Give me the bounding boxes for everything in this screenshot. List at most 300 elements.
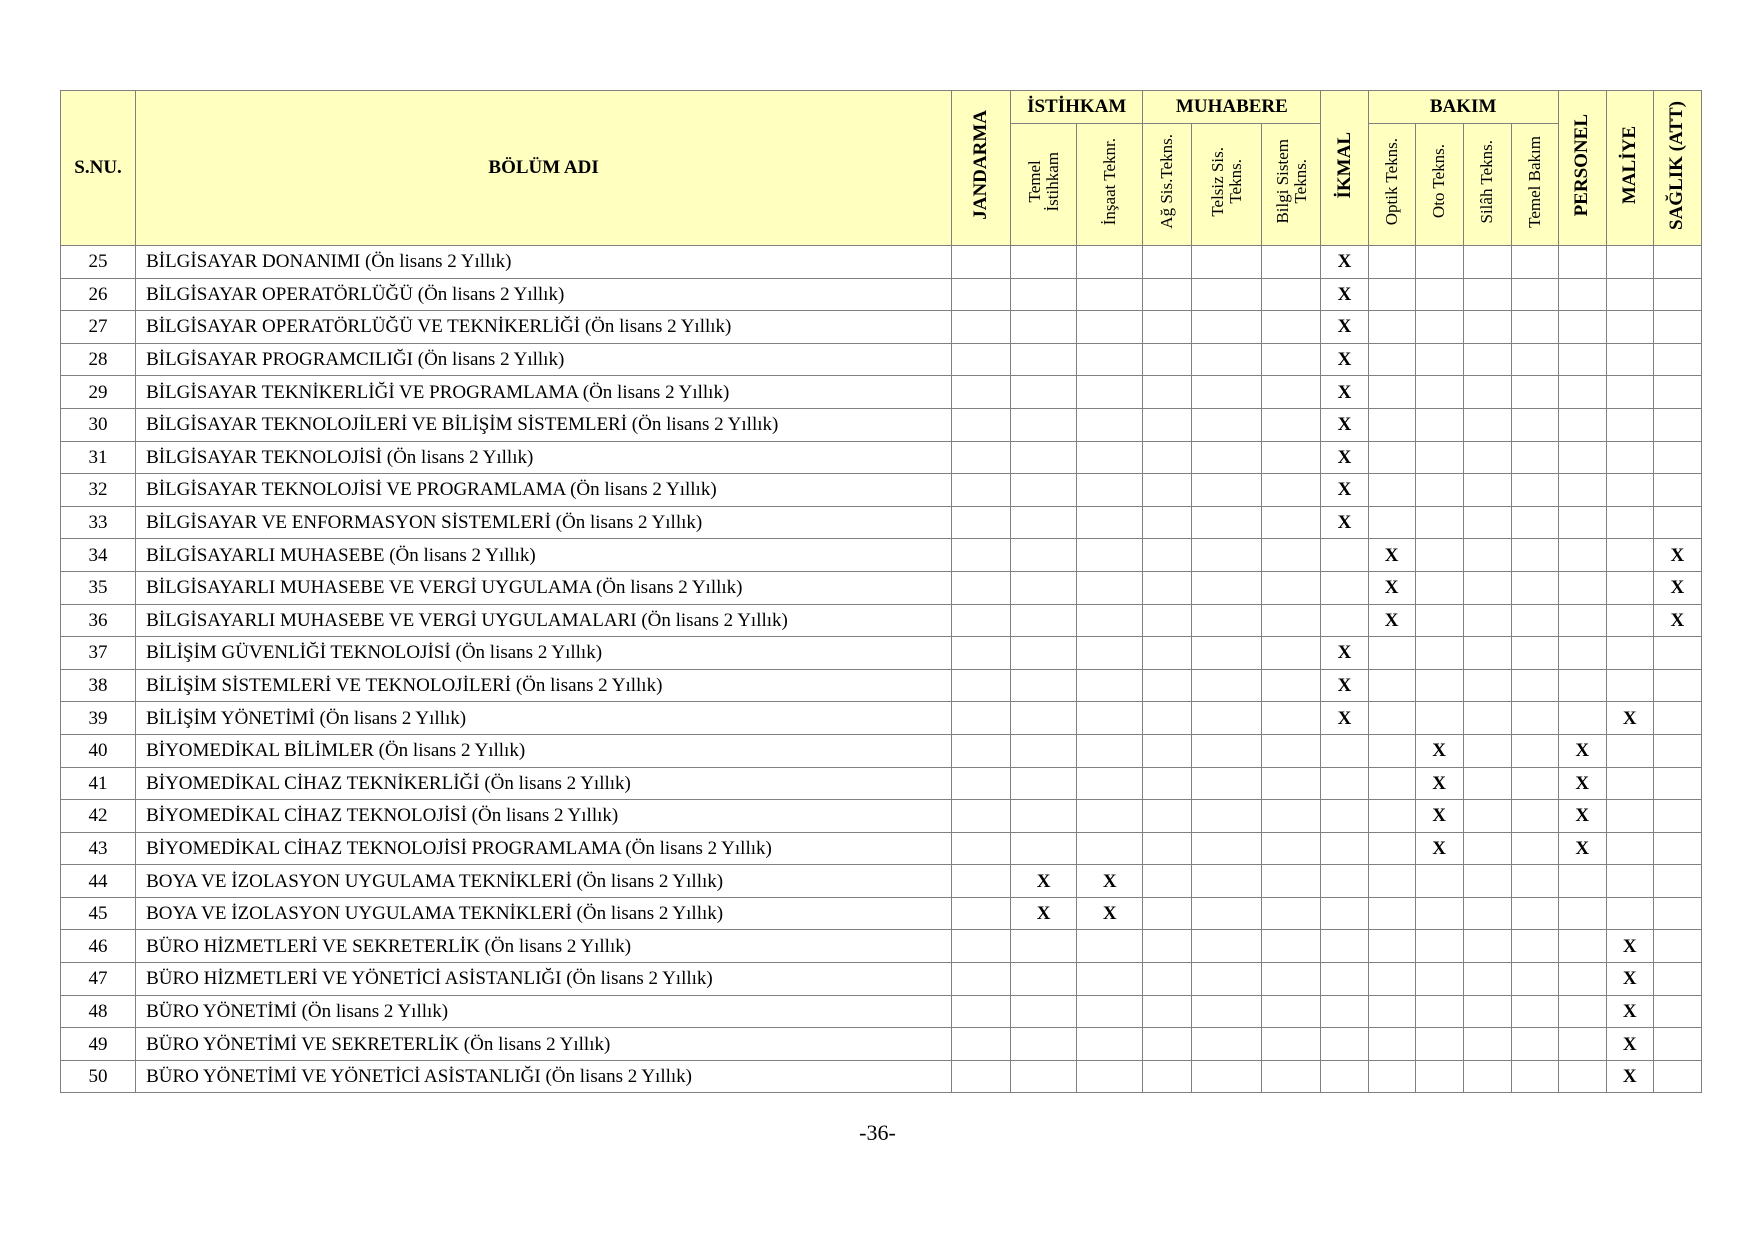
empty-cell: [1511, 539, 1558, 572]
table-row: [61, 604, 1702, 637]
empty-cell: [952, 376, 1011, 409]
empty-cell: [1011, 571, 1077, 604]
empty-cell: [952, 963, 1011, 996]
empty-cell: [1463, 539, 1511, 572]
empty-cell: [1262, 441, 1321, 474]
empty-cell: [1192, 897, 1262, 930]
table-row: [61, 246, 1702, 279]
row-number: 32: [61, 474, 136, 507]
empty-cell: [1192, 767, 1262, 800]
row-name: BİYOMEDİKAL CİHAZ TEKNOLOJİSİ PROGRAMLAMA (Ön lisans 2 Yıllık): [136, 832, 952, 865]
row-number: 31: [61, 441, 136, 474]
mark-cell: X: [1653, 571, 1701, 604]
empty-cell: [1653, 637, 1701, 670]
row-name: BOYA VE İZOLASYON UYGULAMA TEKNİKLERİ (Ön lisans 2 Yıllık): [136, 897, 952, 930]
empty-cell: [1606, 865, 1653, 898]
empty-cell: [1558, 408, 1606, 441]
empty-cell: [1011, 800, 1077, 833]
empty-cell: [1077, 734, 1143, 767]
empty-cell: [1321, 1060, 1368, 1093]
empty-cell: [1077, 408, 1143, 441]
empty-cell: [1077, 311, 1143, 344]
empty-cell: [1143, 669, 1192, 702]
empty-cell: [1511, 702, 1558, 735]
empty-cell: [1011, 1028, 1077, 1061]
empty-cell: [1368, 1060, 1415, 1093]
mark-cell: X: [1606, 1028, 1653, 1061]
row-name: BİLGİSAYARLI MUHASEBE VE VERGİ UYGULAMALARI (Ön lisans 2 Yıllık): [136, 604, 952, 637]
empty-cell: [1415, 637, 1463, 670]
header-muhabere-ag-label: Ağ Sis.Tekns.: [1157, 134, 1177, 229]
empty-cell: [952, 343, 1011, 376]
empty-cell: [1368, 506, 1415, 539]
empty-cell: [1143, 278, 1192, 311]
empty-cell: [1511, 246, 1558, 279]
table-row: [61, 278, 1702, 311]
empty-cell: [1653, 1060, 1701, 1093]
header-saglik: [1653, 91, 1701, 246]
empty-cell: [1011, 311, 1077, 344]
empty-cell: [1077, 963, 1143, 996]
empty-cell: [1415, 474, 1463, 507]
empty-cell: [1415, 702, 1463, 735]
empty-cell: [1463, 571, 1511, 604]
empty-cell: [1321, 604, 1368, 637]
row-name: BİLGİSAYAR PROGRAMCILIĞI (Ön lisans 2 Yıllık): [136, 343, 952, 376]
empty-cell: [1192, 637, 1262, 670]
empty-cell: [1192, 930, 1262, 963]
header-ikmal: [1321, 91, 1368, 246]
empty-cell: [1368, 408, 1415, 441]
empty-cell: [1143, 767, 1192, 800]
empty-cell: [1192, 311, 1262, 344]
empty-cell: [1558, 474, 1606, 507]
empty-cell: [1463, 734, 1511, 767]
empty-cell: [1077, 343, 1143, 376]
row-name: BİLİŞİM SİSTEMLERİ VE TEKNOLOJİLERİ (Ön lisans 2 Yıllık): [136, 669, 952, 702]
empty-cell: [1511, 604, 1558, 637]
empty-cell: [952, 897, 1011, 930]
table-row: [61, 930, 1702, 963]
empty-cell: [1077, 1060, 1143, 1093]
empty-cell: [1511, 637, 1558, 670]
empty-cell: [1653, 865, 1701, 898]
empty-cell: [1653, 376, 1701, 409]
empty-cell: [1077, 832, 1143, 865]
mark-cell: X: [1368, 604, 1415, 637]
table-header: [61, 91, 1702, 246]
empty-cell: [1321, 897, 1368, 930]
empty-cell: [1463, 963, 1511, 996]
empty-cell: [1653, 441, 1701, 474]
empty-cell: [952, 800, 1011, 833]
empty-cell: [952, 311, 1011, 344]
row-number: 36: [61, 604, 136, 637]
empty-cell: [1011, 441, 1077, 474]
table-row: [61, 343, 1702, 376]
empty-cell: [1511, 800, 1558, 833]
empty-cell: [1192, 571, 1262, 604]
empty-cell: [952, 865, 1011, 898]
empty-cell: [1192, 832, 1262, 865]
empty-cell: [952, 702, 1011, 735]
mark-cell: X: [1606, 963, 1653, 996]
row-name: BİLGİSAYARLI MUHASEBE (Ön lisans 2 Yıllık): [136, 539, 952, 572]
empty-cell: [1653, 669, 1701, 702]
empty-cell: [1606, 832, 1653, 865]
row-name: BİLGİSAYAR OPERATÖRLÜĞÜ VE TEKNİKERLİĞİ (Ön lisans 2 Yıllık): [136, 311, 952, 344]
empty-cell: [1653, 702, 1701, 735]
table-row: [61, 506, 1702, 539]
mark-cell: X: [1653, 604, 1701, 637]
empty-cell: [1415, 995, 1463, 1028]
row-name: BİLGİSAYAR TEKNOLOJİLERİ VE BİLİŞİM SİSTEMLERİ (Ön lisans 2 Yıllık): [136, 408, 952, 441]
empty-cell: [1143, 343, 1192, 376]
row-name: BÜRO HİZMETLERİ VE YÖNETİCİ ASİSTANLIĞI (Ön lisans 2 Yıllık): [136, 963, 952, 996]
empty-cell: [1262, 767, 1321, 800]
empty-cell: [1077, 474, 1143, 507]
mark-cell: X: [1077, 897, 1143, 930]
row-number: 34: [61, 539, 136, 572]
empty-cell: [1143, 441, 1192, 474]
empty-cell: [1511, 669, 1558, 702]
empty-cell: [1606, 539, 1653, 572]
empty-cell: [1262, 506, 1321, 539]
table-body: [61, 246, 1702, 1093]
row-number: 35: [61, 571, 136, 604]
empty-cell: [1192, 278, 1262, 311]
empty-cell: [1011, 832, 1077, 865]
empty-cell: [1511, 963, 1558, 996]
mark-cell: X: [1321, 702, 1368, 735]
empty-cell: [1192, 376, 1262, 409]
empty-cell: [1262, 702, 1321, 735]
mark-cell: X: [1011, 897, 1077, 930]
mark-cell: X: [1368, 539, 1415, 572]
empty-cell: [1368, 832, 1415, 865]
empty-cell: [1653, 832, 1701, 865]
table-row: [61, 865, 1702, 898]
empty-cell: [1606, 343, 1653, 376]
row-number: 25: [61, 246, 136, 279]
empty-cell: [1511, 441, 1558, 474]
table-row: [61, 767, 1702, 800]
empty-cell: [1262, 930, 1321, 963]
row-name: BİLGİSAYAR TEKNİKERLİĞİ VE PROGRAMLAMA (Ön lisans 2 Yıllık): [136, 376, 952, 409]
empty-cell: [952, 767, 1011, 800]
row-name: BÜRO YÖNETİMİ VE YÖNETİCİ ASİSTANLIĞI (Ön lisans 2 Yıllık): [136, 1060, 952, 1093]
empty-cell: [1262, 995, 1321, 1028]
empty-cell: [1368, 1028, 1415, 1061]
empty-cell: [1192, 539, 1262, 572]
header-name: BÖLÜM ADI: [136, 91, 952, 246]
empty-cell: [1368, 441, 1415, 474]
empty-cell: [1653, 278, 1701, 311]
empty-cell: [1192, 408, 1262, 441]
empty-cell: [1511, 311, 1558, 344]
mark-cell: X: [1415, 767, 1463, 800]
empty-cell: [1192, 506, 1262, 539]
empty-cell: [1192, 702, 1262, 735]
empty-cell: [1415, 343, 1463, 376]
empty-cell: [1143, 865, 1192, 898]
empty-cell: [1558, 246, 1606, 279]
empty-cell: [1192, 734, 1262, 767]
empty-cell: [1321, 800, 1368, 833]
empty-cell: [1606, 637, 1653, 670]
empty-cell: [1368, 897, 1415, 930]
header-bakim-temel-label: Temel Bakım: [1524, 135, 1544, 228]
row-number: 38: [61, 669, 136, 702]
mark-cell: X: [1606, 702, 1653, 735]
empty-cell: [1077, 246, 1143, 279]
empty-cell: [1653, 930, 1701, 963]
empty-cell: [1143, 506, 1192, 539]
empty-cell: [1077, 637, 1143, 670]
empty-cell: [1606, 311, 1653, 344]
empty-cell: [1262, 278, 1321, 311]
header-muhabere-bilgi: [1262, 124, 1321, 246]
empty-cell: [952, 734, 1011, 767]
empty-cell: [1011, 343, 1077, 376]
empty-cell: [1606, 669, 1653, 702]
empty-cell: [1558, 865, 1606, 898]
empty-cell: [1463, 637, 1511, 670]
empty-cell: [952, 539, 1011, 572]
empty-cell: [1558, 963, 1606, 996]
empty-cell: [1192, 343, 1262, 376]
empty-cell: [1415, 539, 1463, 572]
empty-cell: [1011, 474, 1077, 507]
empty-cell: [1558, 539, 1606, 572]
empty-cell: [1192, 604, 1262, 637]
empty-cell: [1511, 1060, 1558, 1093]
empty-cell: [1011, 408, 1077, 441]
empty-cell: [1558, 343, 1606, 376]
empty-cell: [1321, 963, 1368, 996]
row-name: BİLGİSAYAR DONANIMI (Ön lisans 2 Yıllık): [136, 246, 952, 279]
empty-cell: [1558, 1028, 1606, 1061]
empty-cell: [1143, 637, 1192, 670]
empty-cell: [1143, 1060, 1192, 1093]
empty-cell: [1606, 376, 1653, 409]
empty-cell: [1368, 343, 1415, 376]
empty-cell: [1262, 734, 1321, 767]
empty-cell: [1262, 343, 1321, 376]
mark-cell: X: [1415, 734, 1463, 767]
empty-cell: [1077, 539, 1143, 572]
empty-cell: [1415, 246, 1463, 279]
header-bakim-silah: [1463, 124, 1511, 246]
empty-cell: [1606, 278, 1653, 311]
table-row: [61, 669, 1702, 702]
empty-cell: [1011, 278, 1077, 311]
empty-cell: [1653, 767, 1701, 800]
empty-cell: [1011, 734, 1077, 767]
empty-cell: [1143, 734, 1192, 767]
empty-cell: [952, 441, 1011, 474]
empty-cell: [1415, 963, 1463, 996]
empty-cell: [1463, 767, 1511, 800]
table-row: [61, 474, 1702, 507]
empty-cell: [1143, 930, 1192, 963]
empty-cell: [1558, 311, 1606, 344]
empty-cell: [1368, 800, 1415, 833]
empty-cell: [1463, 506, 1511, 539]
header-sn: S.NU.: [61, 91, 136, 246]
empty-cell: [1415, 930, 1463, 963]
empty-cell: [1143, 832, 1192, 865]
empty-cell: [1011, 506, 1077, 539]
empty-cell: [1463, 800, 1511, 833]
empty-cell: [1415, 311, 1463, 344]
mark-cell: X: [1653, 539, 1701, 572]
row-name: BİLİŞİM GÜVENLİĞİ TEKNOLOJİSİ (Ön lisans 2 Yıllık): [136, 637, 952, 670]
empty-cell: [1606, 246, 1653, 279]
header-bakim-oto: [1415, 124, 1463, 246]
empty-cell: [1606, 800, 1653, 833]
empty-cell: [1143, 376, 1192, 409]
row-number: 43: [61, 832, 136, 865]
empty-cell: [1511, 506, 1558, 539]
table-row: [61, 408, 1702, 441]
empty-cell: [1511, 376, 1558, 409]
empty-cell: [1511, 865, 1558, 898]
empty-cell: [1192, 800, 1262, 833]
empty-cell: [1463, 343, 1511, 376]
empty-cell: [1368, 637, 1415, 670]
empty-cell: [1077, 604, 1143, 637]
row-name: BİLGİSAYAR TEKNOLOJİSİ VE PROGRAMLAMA (Ön lisans 2 Yıllık): [136, 474, 952, 507]
empty-cell: [1558, 571, 1606, 604]
empty-cell: [1606, 604, 1653, 637]
empty-cell: [1415, 669, 1463, 702]
empty-cell: [1463, 278, 1511, 311]
header-personel-label: PERSONEL: [1571, 113, 1593, 217]
row-number: 39: [61, 702, 136, 735]
row-number: 49: [61, 1028, 136, 1061]
header-bakim-optik-label: Optik Tekns.: [1381, 137, 1401, 226]
empty-cell: [1415, 571, 1463, 604]
header-personel: [1558, 91, 1606, 246]
empty-cell: [1558, 637, 1606, 670]
table-row: [61, 702, 1702, 735]
empty-cell: [1077, 767, 1143, 800]
table-row: [61, 1028, 1702, 1061]
empty-cell: [1415, 604, 1463, 637]
empty-cell: [1511, 767, 1558, 800]
empty-cell: [1368, 474, 1415, 507]
empty-cell: [1262, 474, 1321, 507]
empty-cell: [1653, 734, 1701, 767]
empty-cell: [1368, 734, 1415, 767]
empty-cell: [1262, 1060, 1321, 1093]
empty-cell: [1011, 669, 1077, 702]
empty-cell: [1558, 506, 1606, 539]
empty-cell: [1262, 604, 1321, 637]
empty-cell: [1077, 930, 1143, 963]
empty-cell: [1511, 995, 1558, 1028]
empty-cell: [1262, 897, 1321, 930]
header-bakim-oto-label: Oto Tekns.: [1429, 144, 1449, 219]
row-name: BİYOMEDİKAL CİHAZ TEKNİKERLİĞİ (Ön lisans 2 Yıllık): [136, 767, 952, 800]
empty-cell: [1192, 963, 1262, 996]
row-number: 29: [61, 376, 136, 409]
empty-cell: [952, 1060, 1011, 1093]
header-muhabere-telsiz-line2: Tekns.: [1225, 159, 1245, 204]
empty-cell: [1143, 995, 1192, 1028]
empty-cell: [1463, 376, 1511, 409]
empty-cell: [1262, 408, 1321, 441]
empty-cell: [1143, 474, 1192, 507]
table-row: [61, 1060, 1702, 1093]
empty-cell: [1077, 800, 1143, 833]
empty-cell: [1415, 506, 1463, 539]
header-jandarma-label: JANDARMA: [970, 110, 992, 220]
header-muhabere-telsiz-line1: Telsiz Sis.: [1208, 146, 1227, 217]
row-name: BÜRO YÖNETİMİ VE SEKRETERLİK (Ön lisans 2 Yıllık): [136, 1028, 952, 1061]
empty-cell: [1011, 539, 1077, 572]
empty-cell: [1262, 637, 1321, 670]
empty-cell: [1415, 1028, 1463, 1061]
empty-cell: [952, 571, 1011, 604]
empty-cell: [1011, 246, 1077, 279]
table-row: [61, 539, 1702, 572]
empty-cell: [1011, 376, 1077, 409]
empty-cell: [1463, 1060, 1511, 1093]
empty-cell: [1262, 963, 1321, 996]
row-name: BOYA VE İZOLASYON UYGULAMA TEKNİKLERİ (Ön lisans 2 Yıllık): [136, 865, 952, 898]
mark-cell: X: [1368, 571, 1415, 604]
header-muhabere-ag: [1143, 124, 1192, 246]
empty-cell: [1192, 1060, 1262, 1093]
row-name: BİLGİSAYARLI MUHASEBE VE VERGİ UYGULAMA (Ön lisans 2 Yıllık): [136, 571, 952, 604]
empty-cell: [1653, 343, 1701, 376]
mark-cell: X: [1558, 767, 1606, 800]
empty-cell: [1606, 408, 1653, 441]
empty-cell: [1558, 376, 1606, 409]
empty-cell: [1321, 865, 1368, 898]
empty-cell: [1463, 474, 1511, 507]
table-row: [61, 376, 1702, 409]
empty-cell: [1653, 474, 1701, 507]
empty-cell: [1192, 474, 1262, 507]
row-number: 45: [61, 897, 136, 930]
row-name: BİYOMEDİKAL CİHAZ TEKNOLOJİSİ (Ön lisans 2 Yıllık): [136, 800, 952, 833]
empty-cell: [1368, 702, 1415, 735]
empty-cell: [1143, 1028, 1192, 1061]
empty-cell: [1511, 832, 1558, 865]
header-istihkam-temel: [1011, 124, 1077, 246]
empty-cell: [1558, 278, 1606, 311]
empty-cell: [1368, 246, 1415, 279]
empty-cell: [1321, 767, 1368, 800]
empty-cell: [1463, 897, 1511, 930]
table-row: [61, 995, 1702, 1028]
empty-cell: [1192, 669, 1262, 702]
empty-cell: [1192, 246, 1262, 279]
row-number: 40: [61, 734, 136, 767]
mark-cell: X: [1558, 734, 1606, 767]
empty-cell: [1511, 474, 1558, 507]
table-row: [61, 441, 1702, 474]
empty-cell: [1192, 995, 1262, 1028]
empty-cell: [1558, 930, 1606, 963]
empty-cell: [1077, 702, 1143, 735]
empty-cell: [1606, 474, 1653, 507]
header-muhabere-bilgi-line1: Bilgi Sistem: [1272, 139, 1292, 224]
empty-cell: [1077, 669, 1143, 702]
